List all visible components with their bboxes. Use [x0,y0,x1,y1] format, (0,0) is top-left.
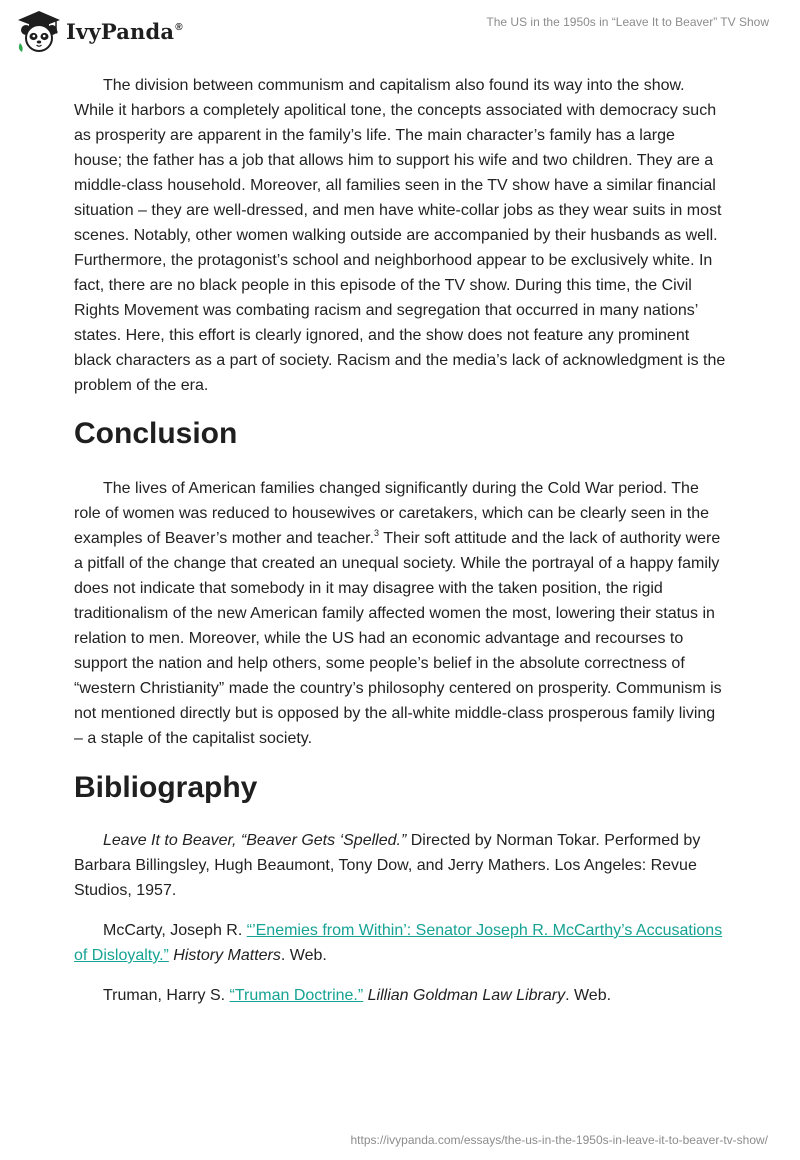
bibliography-heading: Bibliography [74,771,258,804]
essay-content [74,73,726,1008]
bib-author: Truman, Harry S. [103,987,230,1004]
bib-link-mccarthy[interactable]: “’Enemies from Within’: Senator Joseph R. McCarthy’s Accusations of Disloyalty.” [74,922,723,964]
conclusion-text-part1: The lives of American families changed significantly during the Cold War period. The role of women was reduced to housewives or caretakers, which can be clearly seen in the examples of Beaver’s mother and teacher. [74,480,709,547]
page-header [0,0,800,66]
bib-details: Directed by Norman Tokar. Performed by Barbara Billingsley, Hugh Beaumont, Tony Dow, and Jerry Mathers. Los Angeles: Revue Studios, 1957. [74,832,701,899]
conclusion-paragraph [74,476,726,751]
body-paragraph: The division between communism and capitalism also found its way into the show. While it harbors a completely apolitical tone, the concepts associated with democracy such as prosperity are apparent in the family’s life. The main character’s family has a large house; the father has a job that allows him to support his wife and two children. They are a middle-class household. Moreover, all families seen in the TV show have a similar financial situation – they are well-dressed, and men have white-collar jobs as they wear suits in most scenes. Notably, other women walking outside are accompanied by their husbands as well. Furthermore, the protagonist’s school and neighborhood appear to be exclusively white. In fact, there are no black people in this episode of the TV show. During this time, the Civil Rights Movement was combating racism and segregation that occurred in many nations’ states. Here, this effort is clearly ignored, and the show does not feature any prominent black characters as a part of society. Racism and the media’s lack of acknowledgment is the problem of the era. [74,77,726,394]
registered-mark: ® [175,21,183,33]
source-url[interactable]: https://ivypanda.com/essays/the-us-in-the-1950s-in-leave-it-to-beaver-tv-show/ [350,1133,768,1147]
bib-author: McCarty, Joseph R. [103,922,247,939]
panda-graduate-icon [16,9,62,53]
bibliography-entry [74,828,726,903]
brand-name: IvyPanda® [66,18,183,44]
bib-link-truman[interactable]: “Truman Doctrine.” [229,987,364,1004]
bibliography-entry: McCarty, Joseph R. “’Enemies from Within’: Senator Joseph R. McCarthy’s Accusations of Disloyalty.” History Matters. Web. [74,922,723,964]
footnote-marker[interactable]: 3 [374,528,380,538]
bibliography-entry: Truman, Harry S. “Truman Doctrine.” Lillian Goldman Law Library. Web. [103,987,612,1004]
bib-source: History Matters [173,947,281,964]
brand-logo[interactable] [16,9,183,53]
conclusion-text-part2: Their soft attitude and the lack of authority were a pitfall of the change that created an unequal society. While the portrayal of a happy family does not indicate that somebody in it may disagree with the taken position, the rigid traditionalism of the new American family affected women the most, lowering their status in relation to men. Moreover, while the US had an economic advantage and recourses to support the nation and help others, some people’s belief in the absolute correctness of “western Christianity” made the country’s philosophy centered on prosperity. Communism is not mentioned directly but is opposed by the all-white middle-class prosperous family living – a staple of the capitalist society. [74,530,722,747]
conclusion-heading: Conclusion [74,417,238,450]
bib-title: Leave It to Beaver, “Beaver Gets ‘Spelled.” [103,832,407,849]
document-title: The US in the 1950s in “Leave It to Beaver” TV Show [486,15,769,29]
bib-source: Lillian Goldman Law Library [367,987,566,1004]
